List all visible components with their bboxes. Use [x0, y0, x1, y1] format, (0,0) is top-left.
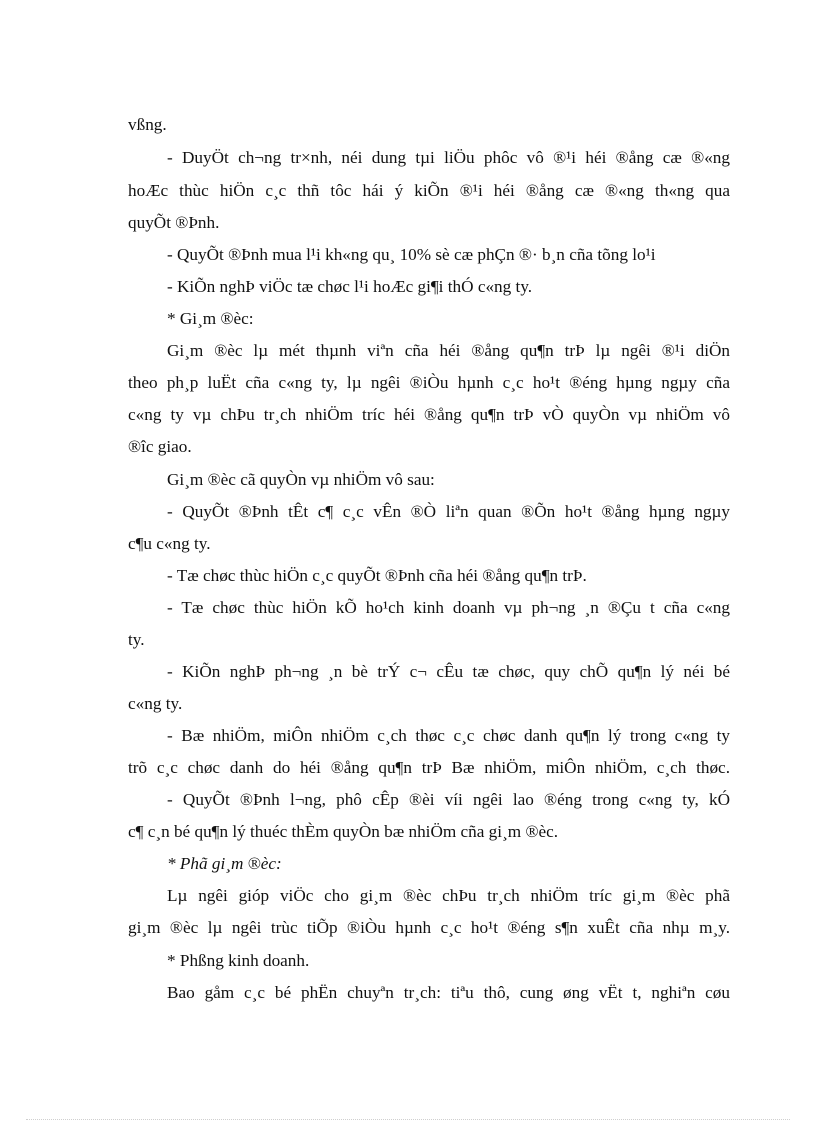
text-line: - KiÕn nghÞ ph¬ng ¸n bè trÝ c¬ cÊu tæ chøc, quy chÕ qu¶n lý néi bé [167, 662, 730, 681]
text-line: quyÕt ®Þnh. [128, 213, 220, 232]
text-line: c«ng ty. [128, 694, 183, 713]
text-line: Bao gåm c¸c bé phËn chuyªn tr¸ch: tiªu thô, cung øng vËt t, nghiªn cøu [167, 983, 730, 1002]
text-line: - KiÕn nghÞ viÖc tæ chøc l¹i hoÆc gi¶i thÓ c«ng ty. [167, 277, 533, 296]
section-heading: * Phã gi¸m ®èc: [167, 854, 282, 873]
text-line: c¶ c¸n bé qu¶n lý thuéc thÈm quyÒn bæ nhiÖm cña gi¸m ®èc. [128, 822, 559, 841]
text-line: hoÆc thùc hiÖn c¸c thñ tôc hái ý kiÕn ®¹i héi ®ång cæ ®«ng th«ng qua [128, 181, 730, 200]
text-line: - DuyÖt ch¬ng tr×nh, néi dung tµi liÖu phôc vô ®¹i héi ®ång cæ ®«ng [167, 148, 730, 167]
page-bottom-border [26, 1119, 790, 1120]
text-line: - Tæ chøc thùc hiÖn kÕ ho¹ch kinh doanh vµ ph¬ng ¸n ®Çu t cña c«ng [167, 598, 730, 617]
section-heading: * Phßng kinh doanh. [167, 951, 310, 970]
text-line: c¶u c«ng ty. [128, 534, 211, 553]
text-line: Lµ ngêi gióp viÖc cho gi¸m ®èc chÞu tr¸ch nhiÖm tríc gi¸m ®èc phã [167, 886, 730, 905]
text-line: - QuyÕt ®Þnh mua l¹i kh«ng qu¸ 10% sè cæ phÇn ®· b¸n cña tõng lo¹i [167, 245, 656, 264]
text-line: gi¸m ®èc lµ ngêi trùc tiÕp ®iÒu hµnh c¸c ho¹t ®éng s¶n xuÊt cña nhµ m¸y. [128, 918, 730, 937]
text-line: trõ c¸c chøc danh do héi ®ång qu¶n trÞ Bæ nhiÖm, miÔn nhiÖm, c¸ch thøc. [128, 758, 730, 777]
text-line: - Tæ chøc thùc hiÖn c¸c quyÕt ®Þnh cña héi ®ång qu¶n trÞ. [167, 566, 587, 585]
text-line: vßng. [128, 115, 167, 134]
text-line: - QuyÕt ®Þnh tÊt c¶ c¸c vÊn ®Ò liªn quan ®Õn ho¹t ®ång hµng ngµy [167, 502, 730, 521]
text-line: Gi¸m ®èc cã quyÒn vµ nhiÖm vô sau: [167, 470, 435, 489]
text-line: - QuyÕt ®Þnh l¬ng, phô cÊp ®èi víi ngêi lao ®éng trong c«ng ty, kÓ [167, 790, 730, 809]
text-line: ®îc giao. [128, 437, 192, 456]
text-line: - Bæ nhiÖm, miÔn nhiÖm c¸ch thøc c¸c chøc danh qu¶n lý trong c«ng ty [167, 726, 730, 745]
section-heading: * Gi¸m ®èc: [167, 309, 254, 328]
text-line: ty. [128, 630, 145, 649]
text-line: c«ng ty vµ chÞu tr¸ch nhiÖm tríc héi ®ång qu¶n trÞ vÒ quyÒn vµ nhiÖm vô [128, 405, 730, 424]
text-line: Gi¸m ®èc lµ mét thµnh viªn cña héi ®ång qu¶n trÞ lµ ngêi ®¹i diÖn [167, 341, 730, 360]
text-line: theo ph¸p luËt cña c«ng ty, lµ ngêi ®iÒu hµnh c¸c ho¹t ®éng hµng ngµy cña [128, 373, 730, 392]
